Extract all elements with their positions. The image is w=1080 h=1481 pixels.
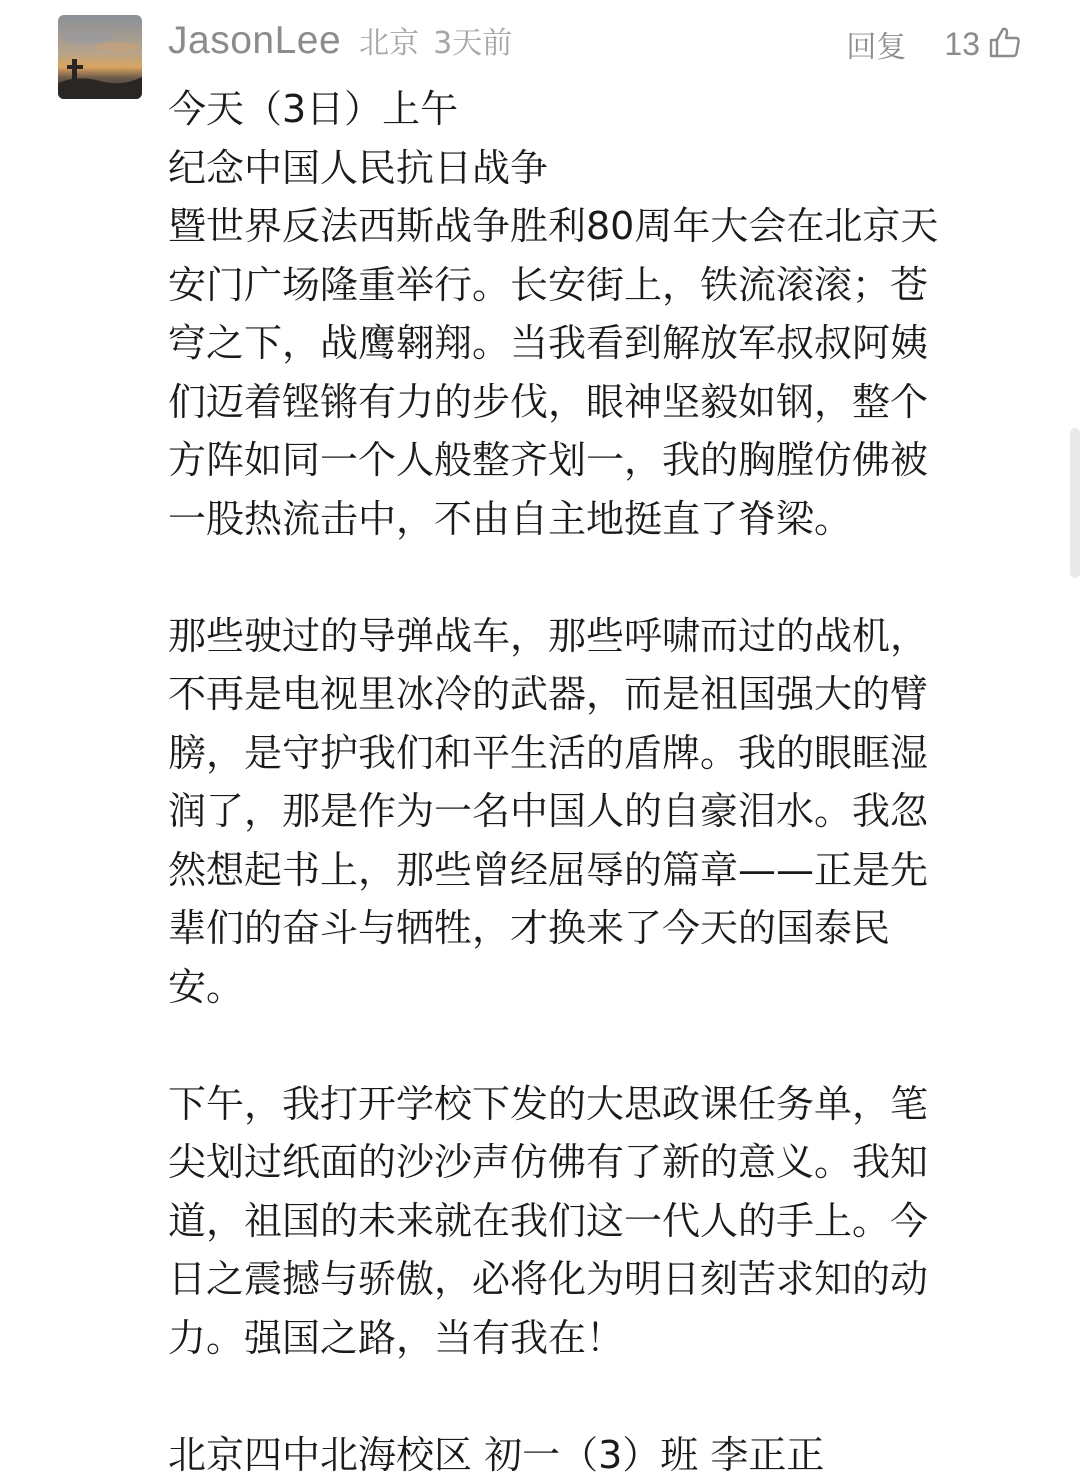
text-line: 安。: [168, 964, 245, 1009]
text-line: 道，祖国的未来就在我们这一代人的手上。今: [168, 1198, 929, 1243]
text-line: 方阵如同一个人般整齐划一，我的胸膛仿佛被: [168, 438, 929, 482]
username[interactable]: JasonLee: [168, 19, 342, 62]
paragraph-2: [168, 607, 1018, 1017]
text-line: 们迈着铿锵有力的步伐，眼神坚毅如钢，整个: [168, 379, 929, 424]
thumbs-up-icon: [988, 25, 1022, 63]
text-line: 那些驶过的导弹战车，那些呼啸而过的战机，: [168, 613, 929, 658]
text-line: 力。强国之路，当有我在！: [168, 1315, 625, 1360]
paragraph-3: [168, 1075, 1018, 1368]
text-line: 尖划过纸面的沙沙声仿佛有了新的意义。我知: [168, 1140, 929, 1184]
avatar-image: [58, 15, 142, 99]
text-line: 然想起书上，那些曾经屈辱的篇章——正是先: [168, 847, 929, 892]
comment-actions: [846, 22, 1022, 66]
comment-time: 3天前: [433, 26, 513, 61]
text-line: 下午，我打开学校下发的大思政课任务单，笔: [168, 1081, 929, 1126]
like-count: 13: [944, 25, 980, 62]
avatar[interactable]: [58, 15, 142, 99]
text-line: 暨世界反法西斯战争胜利80周年大会在北京天: [168, 204, 939, 248]
text-line: 今天（3日）上午: [168, 87, 459, 131]
text-line: 北京四中北海校区 初一（3）班 李正正: [168, 1432, 825, 1477]
comment-body: [168, 80, 1018, 1481]
text-line: 一股热流击中，不由自主地挺直了脊梁。: [168, 496, 853, 541]
scrollbar[interactable]: [1070, 428, 1080, 578]
paragraph-1: [168, 80, 1018, 548]
like-button[interactable]: [944, 25, 1022, 63]
text-line: 日之震撼与骄傲，必将化为明日刻苦求知的动: [168, 1257, 929, 1301]
signature: [168, 1426, 1018, 1481]
text-line: 安门广场隆重举行。长安街上，铁流滚滚；苍: [168, 262, 929, 307]
comment-header: [168, 18, 512, 68]
text-line: 膀，是守护我们和平生活的盾牌。我的眼眶湿: [168, 730, 929, 775]
text-line: 辈们的奋斗与牺牲，才换来了今天的国泰民: [168, 906, 891, 950]
user-location: 北京: [359, 26, 420, 61]
text-line: 润了，那是作为一名中国人的自豪泪水。我忽: [168, 789, 929, 833]
text-line: 穹之下，战鹰翱翔。当我看到解放军叔叔阿姨: [168, 321, 929, 365]
text-line: 不再是电视里冰冷的武器，而是祖国强大的臂: [168, 672, 929, 716]
text-line: 纪念中国人民抗日战争: [168, 145, 549, 190]
reply-button[interactable]: 回复: [846, 30, 907, 65]
